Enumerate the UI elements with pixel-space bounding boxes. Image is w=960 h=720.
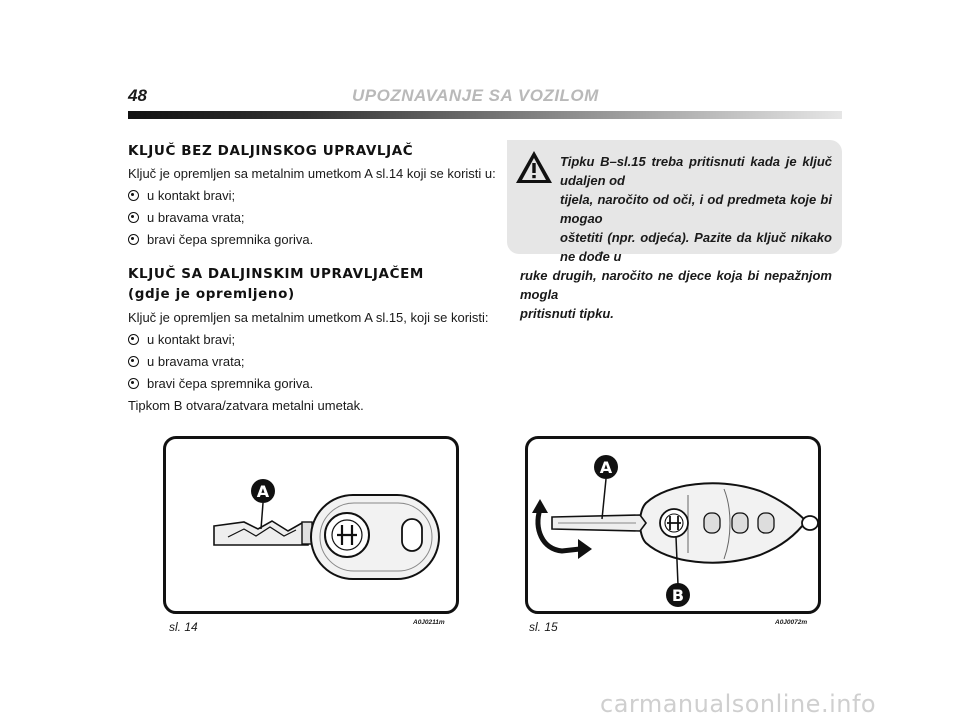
page-number: 48 <box>128 86 147 105</box>
warning-line: Tipku B–sl.15 treba pritisnuti kada je ključ udaljen od <box>560 154 832 188</box>
list-item: u bravama vrata; <box>128 352 245 371</box>
label-b: B <box>671 586 685 605</box>
figure-frame-sl14 <box>163 436 459 614</box>
label-a: A <box>256 482 270 501</box>
warning-line: oštetiti (npr. odjeća). Pazite da ključ nikako ne dođe u <box>560 230 832 264</box>
warning-text <box>520 152 832 323</box>
key-with-remote-illustration <box>528 439 818 611</box>
figure-caption-sl15: sl. 15 <box>529 620 558 634</box>
paragraph-button-b: Tipkom B otvara/zatvara metalni umetak. <box>128 398 364 413</box>
bullet-icon <box>128 212 139 223</box>
paragraph-key-insert-14: Ključ je opremljen sa metalnim umetkom A sl.14 koji se koristi u: <box>128 166 496 181</box>
list-item: bravi čepa spremnika goriva. <box>128 374 313 393</box>
paragraph-key-insert-15: Ključ je opremljen sa metalnim umetkom A sl.15, koji se koristi: <box>128 310 489 325</box>
figure-caption-sl14: sl. 14 <box>169 620 198 634</box>
figure-frame-sl15 <box>525 436 821 614</box>
list-item: u kontakt bravi; <box>128 186 235 205</box>
warning-line: tijela, naročito od oči, i od predmeta koje bi mogao <box>560 192 832 226</box>
key-without-remote-illustration <box>166 439 456 611</box>
bullet-icon <box>128 234 139 245</box>
bullet-icon <box>128 378 139 389</box>
heading-key-without-remote: KLJUČ BEZ DALJINSKOG UPRAVLJAČ <box>128 143 414 159</box>
section-title: UPOZNAVANJE SA VOZILOM <box>352 86 599 105</box>
figure-code-sl14: A0J0211m <box>413 619 445 626</box>
figure-code-sl15: A0J0072m <box>775 619 808 626</box>
heading-key-with-remote-note: (gdje je opremljeno) <box>128 286 295 302</box>
list-item: u bravama vrata; <box>128 208 245 227</box>
header-divider <box>128 111 842 119</box>
bullet-icon <box>128 190 139 201</box>
warning-line: pritisnuti tipku. <box>520 306 614 321</box>
list-item: u kontakt bravi; <box>128 330 235 349</box>
warning-line: ruke drugih, naročito ne djece koja bi nepažnjom mogla <box>520 268 832 302</box>
watermark: carmanualsonline.info <box>600 690 877 718</box>
label-a: A <box>599 458 613 477</box>
heading-key-with-remote: KLJUČ SA DALJINSKIM UPRAVLJAČEM <box>128 266 424 282</box>
bullet-icon <box>128 356 139 367</box>
list-item: bravi čepa spremnika goriva. <box>128 230 313 249</box>
bullet-icon <box>128 334 139 345</box>
